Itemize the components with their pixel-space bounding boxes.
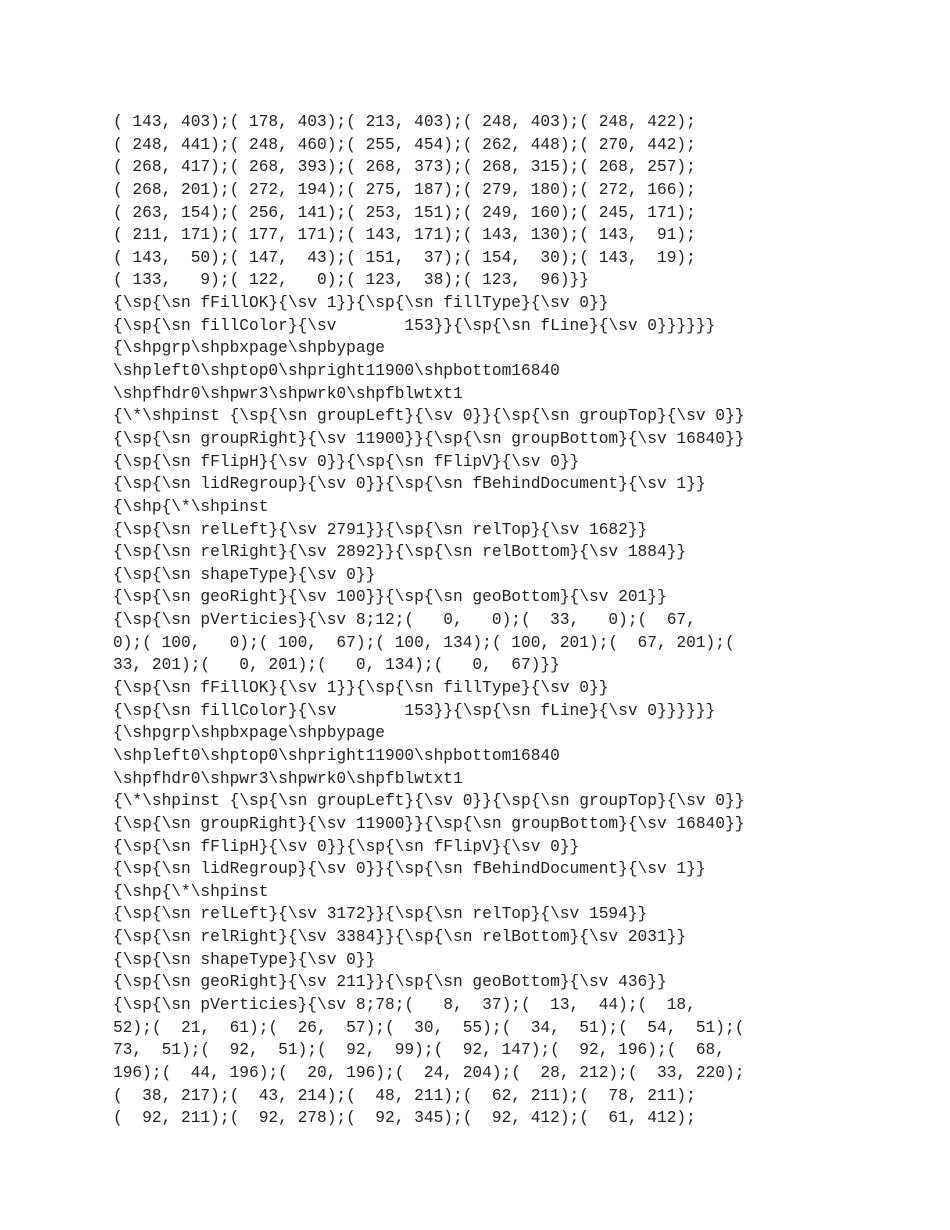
text-line: {\shpgrp\shpbxpage\shpbypage [113,339,385,358]
text-line: {\sp{\sn fillColor}{\sv 153}}{\sp{\sn fLine}{\sv 0}}}}}} [113,316,716,335]
text-line: {\sp{\sn groupRight}{\sv 11900}}{\sp{\sn groupBottom}{\sv 16840}} [113,429,745,448]
text-line: {\sp{\sn groupRight}{\sv 11900}}{\sp{\sn groupBottom}{\sv 16840}} [113,814,745,833]
text-line: 0);( 100, 0);( 100, 67);( 100, 134);( 100, 201);( 67, 201);( [113,633,735,652]
text-line: {\shp{\*\shpinst [113,882,269,901]
text-line: ( 268, 417);( 268, 393);( 268, 373);( 268, 315);( 268, 257); [113,158,696,177]
text-line: {\sp{\sn relLeft}{\sv 3172}}{\sp{\sn relTop}{\sv 1594}} [113,905,648,924]
text-line: \shpleft0\shptop0\shpright11900\shpbottom16840 [113,746,560,765]
text-line: ( 133, 9);( 122, 0);( 123, 38);( 123, 96)}} [113,271,589,290]
text-line: 33, 201);( 0, 201);( 0, 134);( 0, 67)}} [113,656,560,675]
text-line: {\shp{\*\shpinst [113,497,269,516]
text-line: ( 268, 201);( 272, 194);( 275, 187);( 279, 180);( 272, 166); [113,180,696,199]
text-line: {\sp{\sn pVerticies}{\sv 8;12;( 0, 0);( 33, 0);( 67, [113,611,696,630]
text-line: 73, 51);( 92, 51);( 92, 99);( 92, 147);( 92, 196);( 68, [113,1041,725,1060]
text-line: 196);( 44, 196);( 20, 196);( 24, 204);( 28, 212);( 33, 220); [113,1063,745,1082]
text-line: ( 248, 441);( 248, 460);( 255, 454);( 262, 448);( 270, 442); [113,135,696,154]
text-line: \shpleft0\shptop0\shpright11900\shpbottom16840 [113,362,560,381]
text-line: {\shpgrp\shpbxpage\shpbypage [113,724,385,743]
text-line: ( 38, 217);( 43, 214);( 48, 211);( 62, 211);( 78, 211); [113,1086,696,1105]
text-line: \shpfhdr0\shpwr3\shpwrk0\shpfblwtxt1 [113,769,463,788]
text-line: ( 143, 403);( 178, 403);( 213, 403);( 248, 403);( 248, 422); [113,113,696,131]
text-line: {\sp{\sn shapeType}{\sv 0}} [113,950,376,969]
text-line: {\sp{\sn geoRight}{\sv 100}}{\sp{\sn geoBottom}{\sv 201}} [113,588,667,607]
text-line: {\sp{\sn shapeType}{\sv 0}} [113,565,376,584]
text-line: {\sp{\sn relRight}{\sv 2892}}{\sp{\sn relBottom}{\sv 1884}} [113,543,687,562]
text-line: {\sp{\sn lidRegroup}{\sv 0}}{\sp{\sn fBehindDocument}{\sv 1}} [113,475,706,494]
text-line: {\sp{\sn relLeft}{\sv 2791}}{\sp{\sn relTop}{\sv 1682}} [113,520,648,539]
text-line: {\sp{\sn fillColor}{\sv 153}}{\sp{\sn fLine}{\sv 0}}}}}} [113,701,716,720]
text-line: ( 92, 211);( 92, 278);( 92, 345);( 92, 412);( 61, 412); [113,1109,696,1128]
text-line: {\sp{\sn geoRight}{\sv 211}}{\sp{\sn geoBottom}{\sv 436}} [113,973,667,992]
rtf-code-block [113,111,913,1130]
text-line: {\sp{\sn lidRegroup}{\sv 0}}{\sp{\sn fBehindDocument}{\sv 1}} [113,860,706,879]
text-line: ( 263, 154);( 256, 141);( 253, 151);( 249, 160);( 245, 171); [113,203,696,222]
text-line: ( 143, 50);( 147, 43);( 151, 37);( 154, 30);( 143, 19); [113,248,696,267]
text-line: {\sp{\sn fFillOK}{\sv 1}}{\sp{\sn fillType}{\sv 0}} [113,294,609,313]
text-line: {\sp{\sn pVerticies}{\sv 8;78;( 8, 37);( 13, 44);( 18, [113,995,696,1014]
text-line: \shpfhdr0\shpwr3\shpwrk0\shpfblwtxt1 [113,384,463,403]
text-line: {\*\shpinst {\sp{\sn groupLeft}{\sv 0}}{\sp{\sn groupTop}{\sv 0}} [113,792,745,811]
text-line: ( 211, 171);( 177, 171);( 143, 171);( 143, 130);( 143, 91); [113,226,696,245]
text-line: {\sp{\sn fFlipH}{\sv 0}}{\sp{\sn fFlipV}{\sv 0}} [113,837,580,856]
text-line: 52);( 21, 61);( 26, 57);( 30, 55);( 34, 51);( 54, 51);( [113,1018,745,1037]
text-line: {\sp{\sn fFillOK}{\sv 1}}{\sp{\sn fillType}{\sv 0}} [113,679,609,698]
text-line: {\sp{\sn fFlipH}{\sv 0}}{\sp{\sn fFlipV}{\sv 0}} [113,452,580,471]
text-line: {\*\shpinst {\sp{\sn groupLeft}{\sv 0}}{\sp{\sn groupTop}{\sv 0}} [113,407,745,426]
text-line: {\sp{\sn relRight}{\sv 3384}}{\sp{\sn relBottom}{\sv 2031}} [113,928,687,947]
